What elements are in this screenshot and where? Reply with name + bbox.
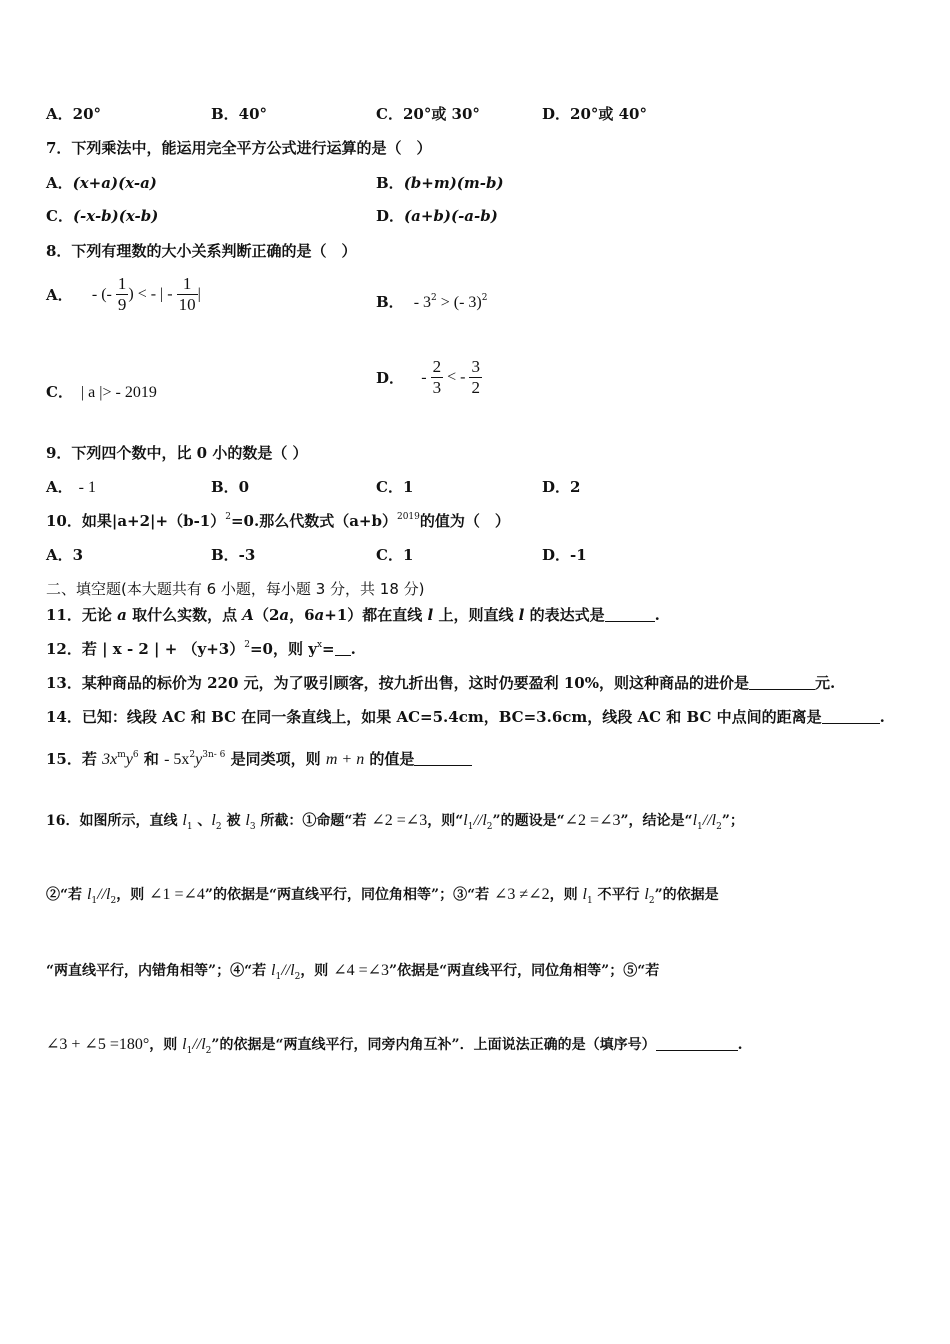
q8-option-d: D． - $\frac{2}{3}$ < - $\frac{3}{2}$	[376, 357, 480, 397]
q14-answer-blank	[822, 709, 880, 724]
q15: 15．若 $3x^my^6$ 和 - $5x^2y^{3n- 6}$ 是同类项，则 m + n 的值是	[46, 748, 472, 769]
q14: 14．已知：线段 AC 和 BC 在同一条直线上，如果 AC=5.4cm，BC=3.6cm，线段 AC 和 BC 中点间的距离是 .	[46, 708, 885, 726]
q9-option-a: A． - 1	[46, 478, 96, 496]
q16-line-2: ②“若 $l_1//l_2$，则 ∠1 =∠4”的依据是“两直线平行，同位角相等”；③“若 ∠3 ≠∠2，则 $l_1$ 不平行 $l_2$”的依据是	[46, 886, 719, 906]
q6-option-b: B．40°	[211, 105, 268, 123]
q10-option-a: A．3	[46, 546, 84, 564]
q8-option-c: C． | a |> - 2019	[46, 383, 157, 401]
q9-option-c: C．1	[376, 478, 414, 496]
section-2-heading: 二、填空题(本大题共有 6 小题，每小题 3 分，共 18 分)	[46, 580, 425, 598]
q12: 12．若 | x - 2 | + $(y+3)^2=0$，则 $y^x=$ .	[46, 640, 356, 658]
q16-line-1: 16．如图所示，直线 $l_1$ 、$l_2$ 被 $l_3$ 所截：①命题“若 ∠2 =∠3，则“$l_1//l_2$”的题设是“∠2 =∠3”，结论是“$l_1//l_2$”；	[46, 812, 744, 832]
q13: 13．某种商品的标价为 220 元，为了吸引顾客，按九折出售，这时仍要盈利 10%，则这种商品的进价是 元.	[46, 674, 836, 692]
q9-stem: 9．下列四个数中，比 0 小的数是（ ）	[46, 444, 308, 462]
q10-option-c: C．1	[376, 546, 414, 564]
q8-option-a: A． - (- $\frac{1}{9}$ ) < - | - $\frac{1}{10}$ |	[46, 274, 201, 314]
q7-option-c: C．(-x-b)(x-b)	[46, 207, 159, 225]
q7-stem: 7．下列乘法中，能运用完全平方公式进行运算的是（ ）	[46, 139, 432, 157]
q9-option-b: B．0	[211, 478, 250, 496]
q7-option-a: A．(x+a)(x-a)	[46, 174, 157, 192]
q11: 11．无论 a 取什么实数，点 A（2a，6a+1）都在直线 l 上，则直线 l 的表达式是 .	[46, 606, 660, 624]
q6-option-a: A．20°	[46, 105, 102, 123]
q7-option-b: B．(b+m)(m-b)	[376, 174, 504, 192]
q16-line-3: “两直线平行，内错角相等”；④“若 $l_1//l_2$，则 ∠4 =∠3”依据是“两直线平行，同位角相等”；⑤“若	[46, 962, 660, 982]
q7-option-d: D．(a+b)(-a-b)	[376, 207, 498, 225]
q8-stem: 8．下列有理数的大小关系判断正确的是（ ）	[46, 242, 357, 260]
q11-answer-blank	[605, 607, 655, 622]
q10-option-b: B．-3	[211, 546, 256, 564]
q16-line-4: ∠3 + ∠5 =180°，则 $l_1//l_2$”的依据是“两直线平行，同旁内角互补”．上面说法正确的是（填序号） .	[46, 1036, 743, 1056]
q8-option-b: B． - $3^2$ > (- 3)$^2$	[376, 293, 488, 311]
q15-answer-blank	[414, 751, 472, 766]
q10-stem: 10．如果$|a+2|+(b-1)^2=0$.那么代数式$(a+b)^{2019}$的值为（ ）	[46, 512, 510, 530]
q13-answer-blank	[749, 675, 815, 690]
q12-answer-blank	[335, 641, 351, 656]
q16-answer-blank	[656, 1036, 738, 1051]
q6-option-d: D．20°或 40°	[542, 105, 647, 123]
q10-option-d: D．-1	[542, 546, 587, 564]
q6-option-c: C．20°或 30°	[376, 105, 480, 123]
q9-option-d: D．2	[542, 478, 581, 496]
